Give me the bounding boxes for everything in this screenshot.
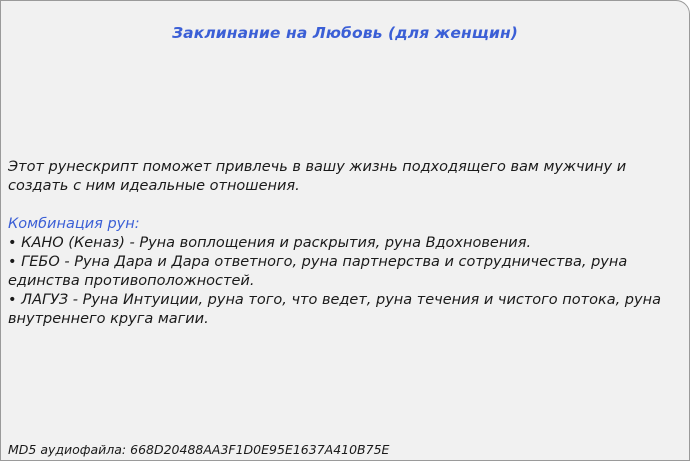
audio-md5-label: MD5 аудиофайла: 668D20488AA3F1D0E95E1637A410B75E <box>8 442 390 457</box>
rune-item-kano: • КАНО (Кеназ) - Руна воплощения и раскрытия, руна Вдохновения. <box>8 235 532 251</box>
rune-combination <box>8 215 680 329</box>
rune-item-gebo: • ГЕБО - Руна Дара и Дара ответного, руна партнерства и сотрудничества, руна единства противоположностей. <box>8 254 628 289</box>
rune-combination-heading: Комбинация рун: <box>8 216 140 232</box>
spell-description: Этот рунескрипт поможет привлечь в вашу жизнь подходящего вам мужчину и создать с ним идеальные отношения. <box>8 159 627 194</box>
spell-title: Заклинание на Любовь (для женщин) <box>172 24 518 42</box>
rune-item-laguz: • ЛАГУЗ - Руна Интуиции, руна того, что ведет, руна течения и чистого потока, руна внутреннего круга магии. <box>8 292 661 327</box>
